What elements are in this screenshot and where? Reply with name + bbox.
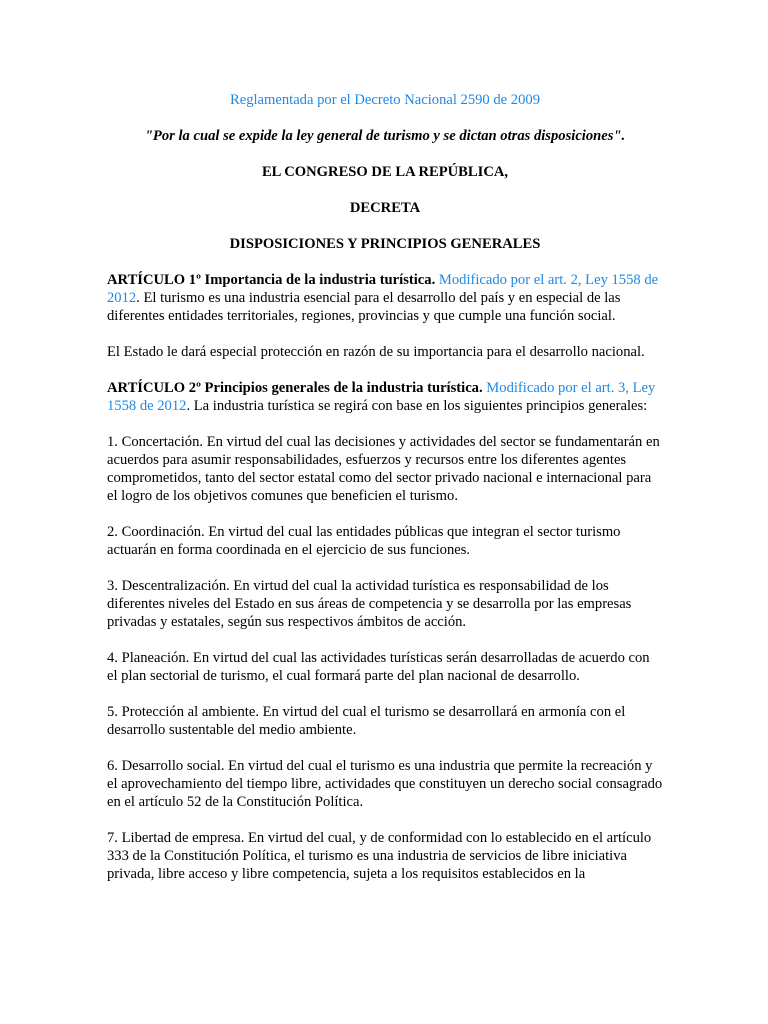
article-1-body: . El turismo es una industria esencial para el desarrollo del país y en especial de las diferentes entidades territoriales, regiones, provincias y que cumple una función social.	[107, 290, 621, 324]
article-1-heading: ARTÍCULO 1º Importancia de la industria turística.	[107, 272, 436, 288]
article-1-paragraph	[107, 271, 663, 325]
article-1-modification-link[interactable]: Modificado por el art. 2, Ley 1558 de 2012	[107, 272, 659, 306]
decreta-heading: DECRETA	[349, 200, 421, 216]
principle-item: 2. Coordinación. En virtud del cual las entidades públicas que integran el sector turismo actuarán en forma coordinada en el ejercicio de sus funciones.	[107, 524, 621, 558]
principle-item: 4. Planeación. En virtud del cual las actividades turísticas serán desarrolladas de acuerdo con el plan sectorial de turismo, el cual formará parte del plan nacional de desarrollo.	[107, 650, 650, 684]
document-subtitle: "Por la cual se expide la ley general de turismo y se dictan otras disposiciones".	[144, 128, 626, 144]
article-2-body: . La industria turística se regirá con base en los siguientes principios generales:	[186, 398, 648, 414]
document-page	[107, 91, 663, 883]
principle-item: 3. Descentralización. En virtud del cual la actividad turística es responsabilidad de los diferentes niveles del Estado en sus áreas de competencia y se desarrolla por las empresas privadas y estatales, según sus respectivos ámbitos de acción.	[107, 578, 632, 630]
principle-item: 6. Desarrollo social. En virtud del cual el turismo es una industria que permite la recreación y el aprovechamiento del tiempo libre, actividades que constituyen un derecho social consagrado en el artículo 52 de la Constitución Política.	[107, 758, 663, 810]
principle-item: 7. Libertad de empresa. En virtud del cual, y de conformidad con lo establecido en el artículo 333 de la Constitución Política, el turismo es una industria de servicios de libre iniciativa privada, libre acceso y libre competencia, sujeta a los requisitos establecidos en la	[107, 830, 652, 882]
principle-item: 1. Concertación. En virtud del cual las decisiones y actividades del sector se fundamentarán en acuerdos para asumir responsabilidades, esfuerzos y recursos entre los diferentes agentes comprometidos, tanto del sector estatal como del sector privado nacional e internacional para el logro de los objetivos comunes que beneficien el turismo.	[107, 434, 660, 504]
section-title: DISPOSICIONES Y PRINCIPIOS GENERALES	[229, 236, 541, 252]
article-1-second-paragraph: El Estado le dará especial protección en razón de su importancia para el desarrollo nacional.	[107, 344, 645, 360]
article-2-modification-link[interactable]: Modificado por el art. 3, Ley 1558 de 2012	[107, 380, 656, 414]
article-2-heading: ARTÍCULO 2º Principios generales de la industria turística.	[107, 380, 483, 396]
principle-item: 5. Protección al ambiente. En virtud del cual el turismo se desarrollará en armonía con el desarrollo sustentable del medio ambiente.	[107, 704, 626, 738]
congress-heading: EL CONGRESO DE LA REPÚBLICA,	[261, 164, 509, 180]
regulation-paragraph	[107, 91, 663, 109]
article-2-paragraph	[107, 379, 663, 415]
regulation-link[interactable]: Reglamentada por el Decreto Nacional 2590 de 2009	[229, 92, 540, 108]
